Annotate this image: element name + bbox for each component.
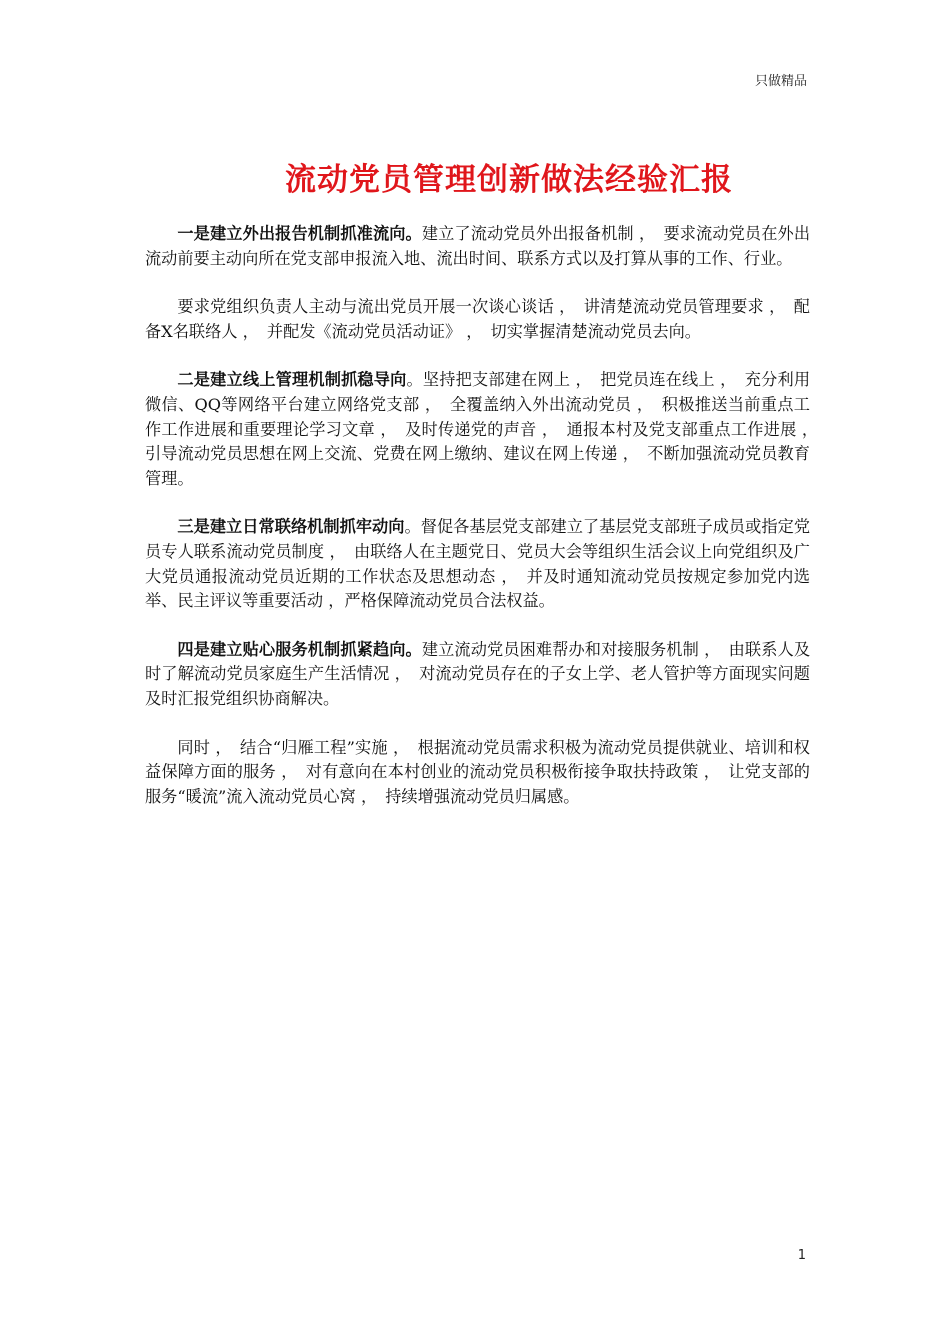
paragraph-lead: 三是建立日常联络机制抓牢动向 [177, 517, 405, 537]
paragraph-text: 建立流动党员困难帮办和对接服务机制 ， 由联系人及时了解流动党员家庭生产生活情况 ， 对流动党员存在的子女上学、老人管护等方面现实问题及时汇报党组织协商解决。 [145, 639, 811, 708]
paragraph-text: 同时 ， 结合“归雁工程”实施 ， 根据流动党员需求积极为流动党员提供就业、培训和权益保障方面的服务 ， 对有意向在本村创业的流动党员积极衔接争取扶持政策 ， 让党支部的服务“暖流”流入流动党员心窝 ， 持续增强流动党员归属感。 [145, 737, 810, 806]
paragraph-6 [145, 736, 810, 810]
paragraph-text: 。督促各基层党支部建立了基层党支部班子成员或指定党员专人联系流动党员制度 ， 由联络人在主题党日、党员大会等组织生活会议上向党组织及广大党员通报流动党员近期的工作状态及思想动态 ， 并及时通知流动党员按规定参加党内选举、民主评议等重要活动 ，严格保障流动党员合法权益。 [145, 517, 811, 611]
header-note: 只做精品 [754, 74, 807, 89]
paragraph-lead: 二是建立线上管理机制抓稳导向 [177, 370, 407, 390]
paragraph-text: 。坚持把支部建在网上 ， 把党员连在线上 ， 充分利用微信、QQ等网络平台建立网络党支部 ， 全覆盖纳入外出流动党员 ， 积极推送当前重点工作工作进展和重要理论学习文章 ， 及时传递党的声音 ， 通报本村及党支部重点工作进展 ， 引导流动党员思想在网上交流、党费在网上缴纳、建议在网上传递 ， 不断加强流动党员教育管理。 [145, 370, 827, 488]
page-number: 1 [797, 1248, 806, 1263]
paragraph-2 [145, 295, 810, 344]
document-title: 流动党员管理创新做法经验汇报 [285, 162, 733, 198]
paragraph-3 [145, 368, 827, 491]
paragraph-1 [145, 222, 810, 271]
paragraph-5 [145, 638, 810, 712]
document-body [145, 222, 827, 833]
paragraph-4 [145, 515, 810, 613]
paragraph-lead: 四是建立贴心服务机制抓紧趋向。 [177, 639, 422, 659]
paragraph-text: 建立了流动党员外出报备机制 ， 要求流动党员在外出流动前要主动向所在党支部申报流入地、流出时间、联系方式以及打算从事的工作、行业。 [145, 224, 811, 268]
paragraph-lead: 一是建立外出报告机制抓准流向。 [177, 224, 422, 243]
paragraph-text: 要求党组织负责人主动与流出党员开展一次谈心谈话 ， 讲清楚流动党员管理要求 ， 配备X名联络人 ， 并配发《流动党员活动证》 ， 切实掌握清楚流动党员去向。 [145, 297, 810, 341]
